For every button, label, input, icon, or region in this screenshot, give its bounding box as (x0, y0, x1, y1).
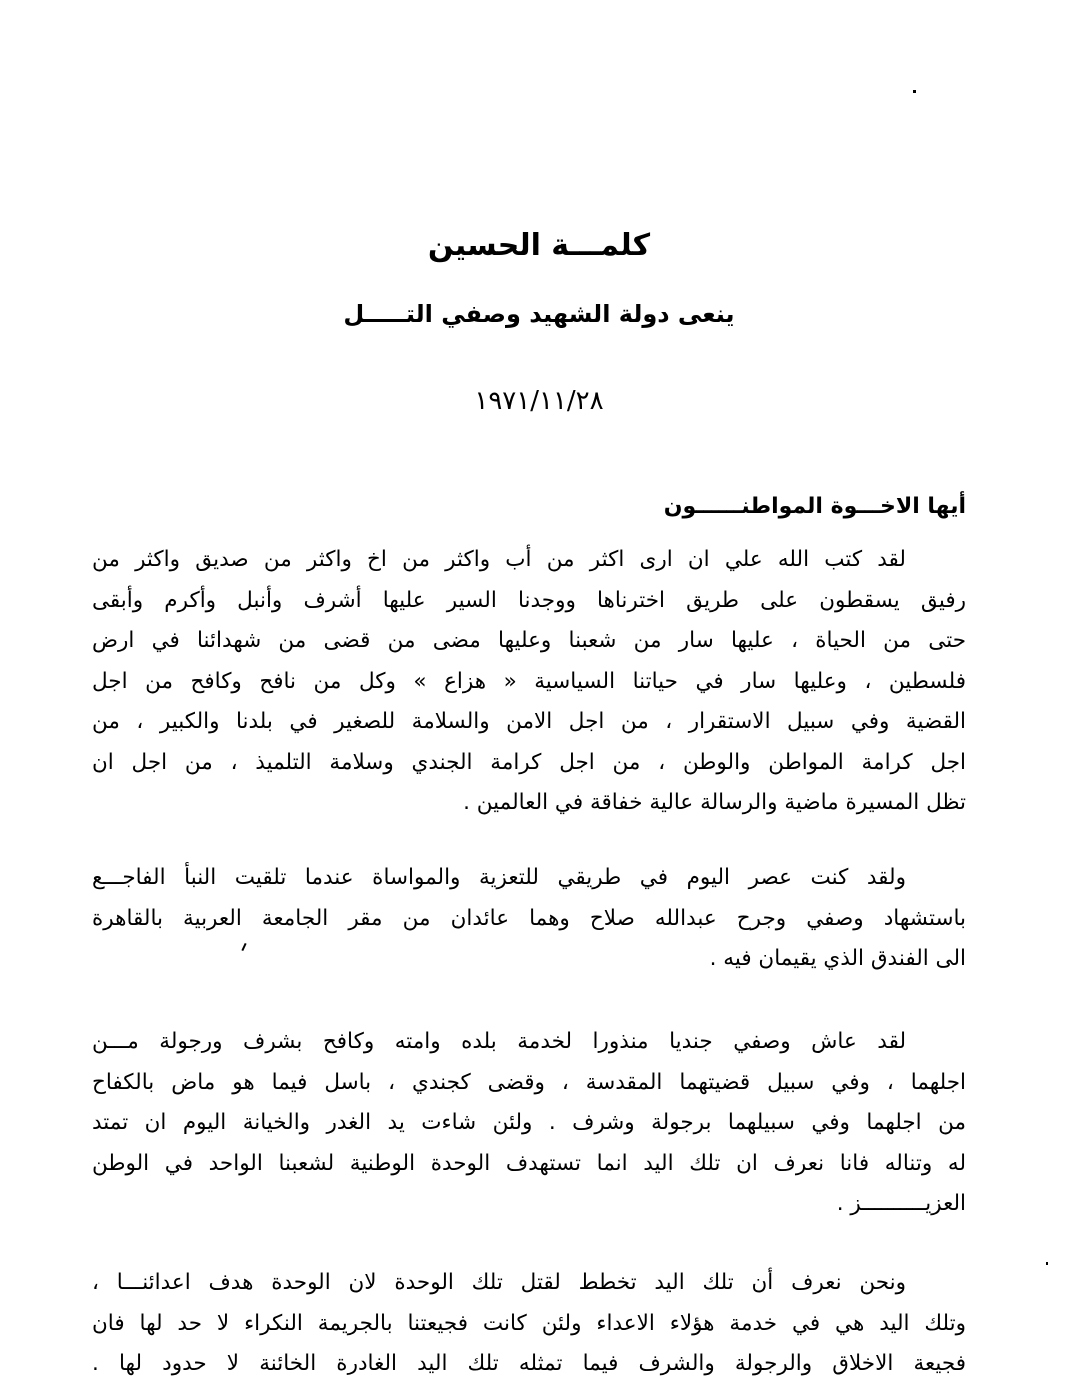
speech-date: ١٩٧١/١١/٢٨ (474, 386, 604, 416)
text-line: اجل كرامة المواطن والوطن ، من اجل كرامة الجندي وسلامة التلميذ ، من اجل ان (92, 749, 966, 775)
text-line: له وتناله فانا نعرف ان تلك اليد انما تستهدف الوحدة الوطنية لشعبنا الواحد في الوطن (92, 1150, 966, 1176)
text-line: العزيــــــــــز . (836, 1191, 966, 1216)
scan-speck (1046, 1262, 1048, 1265)
text-line: لقد كتب الله علي ان ارى اكثر من أب واكثر من اخ واكثر من صديق واكثر من (92, 547, 906, 572)
text-line: فجيعة الاخلاق والرجولة والشرف فيما تمثله تلك اليد الغادرة الخائنة لا حدود لها . (92, 1351, 966, 1376)
scan-speck (913, 90, 916, 93)
text-line: ونحن نعرف أن تلك اليد تخطط لقتل تلك الوحدة لان الوحدة هدف اعدائنـــا ، (92, 1270, 906, 1295)
text-line: تظل المسيرة ماضية والرسالة عالية خفاقة في العالمين . (463, 790, 966, 815)
paragraph-1 (92, 540, 966, 824)
text-line: حتى من الحياة ، عليها سار من شعبنا وعليها مضى من قضى من شهدائنا في ارض (92, 628, 966, 653)
text-line: الى الفندق الذي يقيمان فيه . (709, 946, 966, 971)
speech-title: كلمـــة الحسين (427, 228, 651, 263)
text-line: من اجلهما وفي سبيلهما برجولة وشرف . ولئن شاءت يد الغدر والخيانة اليوم ان تمتد (92, 1110, 966, 1135)
paragraph-3 (92, 1022, 966, 1225)
text-line: القضية وفي سبيل الاستقرار ، من اجل الامن والسلامة للصغير في بلدنا والكبير ، من (92, 709, 966, 734)
text-line: فلسطين ، وعليها سار في حياتنا السياسية « هزاع » وكل من نافح وكافح من اجل (92, 668, 966, 694)
speech-subtitle: ينعى دولة الشهيد وصفي التـــــل (343, 300, 735, 328)
salutation: أيها الاخـــوة المواطنــــــون (663, 494, 966, 519)
paragraph-4 (92, 1263, 966, 1385)
text-line: لقد عاش وصفي جنديا منذورا لخدمة بلده وامته وكافح بشرف ورجولة مـــن (92, 1029, 906, 1054)
text-line: اجلهما ، وفي سبيل قضيتهما المقدسة ، وقضى كجندي ، باسل فيما هو ماض بالكفاح (92, 1069, 966, 1095)
text-line: وتلك اليد هي في خدمة هؤلاء الاعداء ولئن كانت فجيعتنا بالجريمة النكراء لا حد لها فان (92, 1310, 966, 1336)
text-line: ولقد كنت عصر اليوم في طريقي للتعزية والمواساة عندما تلقيت النبأ الفاجـــع (92, 865, 906, 890)
text-line: رفيق يسقطون على طريق اخترناها ووجدنا السير عليها أشرف وأنبل وأكرم وأبقى (92, 587, 966, 613)
paragraph-2 (92, 858, 966, 980)
text-line: باستشهاد وصفي وجرح عبدالله صلاح وهما عائدان من مقر الجامعة العربية بالقاهرة (92, 905, 966, 931)
